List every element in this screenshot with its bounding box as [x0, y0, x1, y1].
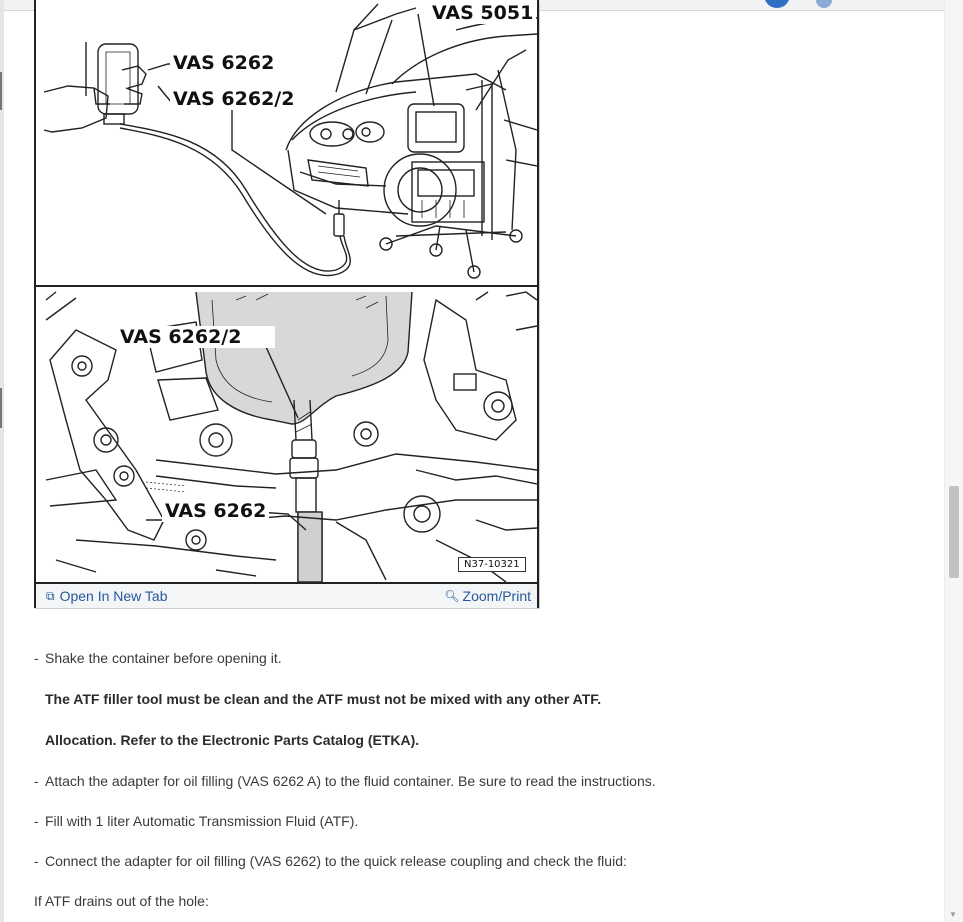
condition-atf-drains: If ATF drains out of the hole:	[34, 893, 209, 909]
illustration-drawing	[36, 0, 537, 584]
step-text: Attach the adapter for oil filling (VAS 6262 A) to the fluid container. Be sure to read the instructions.	[45, 773, 656, 789]
step-fill-atf	[34, 813, 358, 829]
bookmark-icon[interactable]	[816, 0, 832, 8]
zoom-print-link[interactable]	[444, 588, 531, 604]
edge-mark	[0, 72, 2, 110]
zoom-icon: 🔍︎	[444, 589, 460, 603]
step-attach-adapter	[34, 773, 656, 789]
figure-toolbar	[36, 584, 537, 608]
illustration-figure	[34, 0, 539, 608]
user-avatar-icon[interactable]	[764, 0, 790, 8]
scrollbar-thumb[interactable]	[949, 486, 959, 578]
step-text: Connect the adapter for oil filling (VAS 6262) to the quick release coupling and check the fluid:	[45, 853, 627, 869]
open-in-new-tab-icon: ⧉	[46, 589, 55, 603]
label-vas-5051: VAS 5051	[429, 2, 536, 24]
step-dash: -	[34, 813, 39, 829]
step-connect-adapter	[34, 853, 627, 869]
step-text: Shake the container before opening it.	[45, 650, 282, 666]
label-vas-6262-2-bottom: VAS 6262/2	[114, 326, 275, 348]
open-in-new-tab-link[interactable]	[46, 588, 168, 604]
step-dash: -	[34, 853, 39, 869]
edge-mark	[0, 388, 2, 428]
note-atf-clean: The ATF filler tool must be clean and the ATF must not be mixed with any other ATF.	[45, 691, 602, 707]
vertical-scrollbar[interactable]	[944, 0, 963, 922]
open-in-new-tab-label: Open In New Tab	[59, 588, 168, 604]
step-dash: -	[34, 773, 39, 789]
step-text: Fill with 1 liter Automatic Transmission Fluid (ATF).	[45, 813, 359, 829]
step-dash: -	[34, 650, 39, 666]
window-left-edge	[0, 0, 4, 922]
label-vas-6262-top: VAS 6262	[170, 52, 277, 74]
figure-code: N37-10321	[458, 557, 526, 572]
scroll-down-arrow-icon[interactable]: ▼	[949, 910, 957, 919]
note-allocation: Allocation. Refer to the Electronic Parts Catalog (ETKA).	[45, 732, 420, 748]
label-vas-6262-2-top: VAS 6262/2	[170, 88, 297, 110]
zoom-print-label: Zoom/Print	[462, 588, 531, 604]
step-shake-container	[34, 650, 282, 666]
label-vas-6262-bottom: VAS 6262	[162, 500, 269, 522]
